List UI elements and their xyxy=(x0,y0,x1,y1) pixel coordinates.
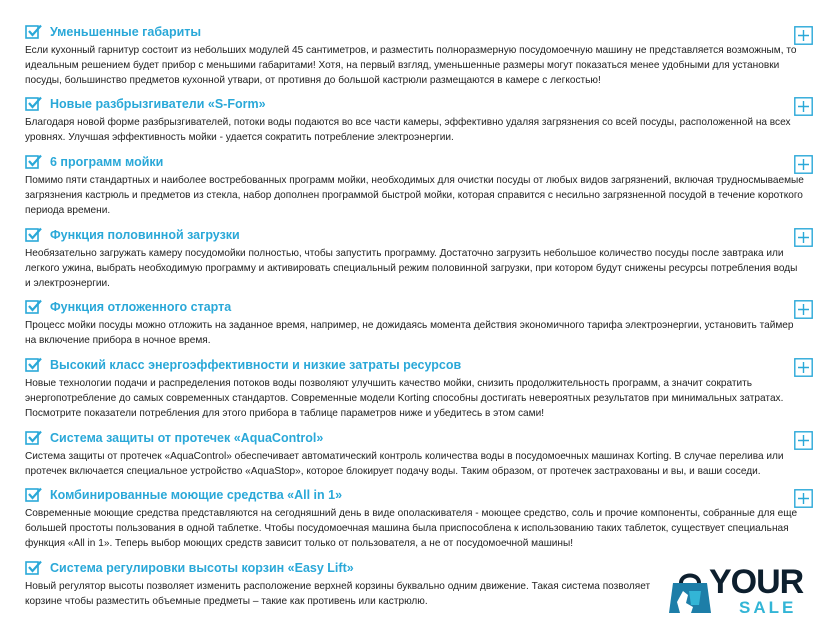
feature-title: Комбинированные моющие средства «All in 1» xyxy=(50,488,343,502)
feature-description: Процесс мойки посуды можно отложить на заданное время, например, не дожидаясь момента действия экономичного тарифа электроэнергии, установить таймер на включение прибора в ночное время. xyxy=(25,320,794,346)
feature-description: Помимо пяти стандартных и наиболее востребованных программ мойки, необходимых для очистки посуды от любых видов загрязнений, включая трудносмываемые загрязнения кастрюль и предметов из стекла, набор дополнен программой быстрой мойки, которая справится с несильно загрязненной посудой в течение короткого периода времени. xyxy=(25,175,804,216)
expand-plus-icon[interactable] xyxy=(794,300,813,319)
checkbox-checked-icon xyxy=(25,430,43,446)
checkbox-checked-icon xyxy=(25,227,43,243)
feature-title: Система регулировки высоты корзин «Easy Lift» xyxy=(50,561,354,575)
feature-description: Новый регулятор высоты позволяет изменить расположение верхней корзины буквально одним движение. Такая система позволяет корзине чтобы разместить объемные предметы – такие как противень или кастрюлю. xyxy=(25,581,651,607)
feature-title: Система защиты от протечек «AquaControl» xyxy=(50,431,324,445)
feature-description: Если кухонный гарнитур состоит из небольших модулей 45 сантиметров, и разместить полноразмерную посудомоечную машину не представляется возможным, то идеальным решением будет прибор с меньшими габаритами! Хотя, на первый взгляд, уменьшенные размеры могут показаться менее удобными для установки посуды, большинство предметов кухонной утвари, от противня до большой кастрюли размещаются в камере с легкостью! xyxy=(25,45,797,86)
feature-title: Функция отложенного старта xyxy=(50,300,232,314)
feature-description: Новые технологии подачи и распределения потоков воды позволяют улучшить качество мойки, снизить продолжительность программ, а значит сократить энергопотребление до самых современных стандартов. Современные модели Korting способны достигать невероятных результатов при минимальных затратах. Посмотрите показатели потребления для этого прибора в таблице параметров ниже и убедитесь в этом сами! xyxy=(25,378,784,419)
checkbox-checked-icon xyxy=(25,154,43,170)
checkbox-checked-icon xyxy=(25,560,43,576)
checkbox-checked-icon xyxy=(25,96,43,112)
feature-description: Необязательно загружать камеру посудомойки полностью, чтобы запустить программу. Достаточно загрузить небольшое количество посуды после завтрака или легкого ужина, выбрать необходимую программу и активировать специальный режим половинной загрузки, при котором будут снижены ресурсы потребления воды и электроэнергии. xyxy=(25,248,798,289)
feature-title: Высокий класс энергоэффективности и низкие затраты ресурсов xyxy=(50,358,462,372)
feature-title: Новые разбрызгиватели «S-Form» xyxy=(50,97,266,111)
feature-description: Современные моющие средства представляются на сегодняшний день в виде ополаскивателя - моющее средство, соль и прочие компоненты, собранные для еще большей простоты пользования в одной таблетке. Чтобы посудомоечная машина была приспособлена к использованию таких таблеток, существует специальная функция «All in 1». Теперь выбор моющих средств зависит только от пользователя, а не от посудомоечной машины! xyxy=(25,508,798,549)
feature-description: Система защиты от протечек «AquaControl» обеспечивает автоматический контроль количества воды в посудомоечных машинах Korting. В случае перелива или протечек включается специальное устройство «AquaStop», которое блокирует подачу воды. Таким образом, от протечек застрахованы и вы, и ваши соседи. xyxy=(25,451,784,477)
feature-title: Уменьшенные габариты xyxy=(50,25,202,39)
expand-plus-icon[interactable] xyxy=(794,358,813,377)
expand-plus-icon[interactable] xyxy=(794,228,813,247)
logo-text-sale: SALE xyxy=(739,598,797,617)
logo-text-your: YOUR xyxy=(709,563,804,601)
checkbox-checked-icon xyxy=(25,357,43,373)
expand-plus-icon[interactable] xyxy=(794,431,813,450)
checkbox-checked-icon xyxy=(25,299,43,315)
feature-title: Функция половинной загрузки xyxy=(50,228,240,242)
shopping-bag-icon xyxy=(665,569,715,624)
expand-plus-icon[interactable] xyxy=(794,155,813,174)
brand-logo xyxy=(663,563,833,625)
feature-description: Благодаря новой форме разбрызгивателей, потоки воды подаются во все части камеры, эффективно удаляя загрязнения со всей посуды, расположенной на всех уровнях. Улучшая эффективность мойки - удается сократить потребление электроэнергии. xyxy=(25,117,791,143)
feature-title: 6 программ мойки xyxy=(50,155,164,169)
expand-plus-icon[interactable] xyxy=(794,97,813,116)
checkbox-checked-icon xyxy=(25,24,43,40)
checkbox-checked-icon xyxy=(25,487,43,503)
